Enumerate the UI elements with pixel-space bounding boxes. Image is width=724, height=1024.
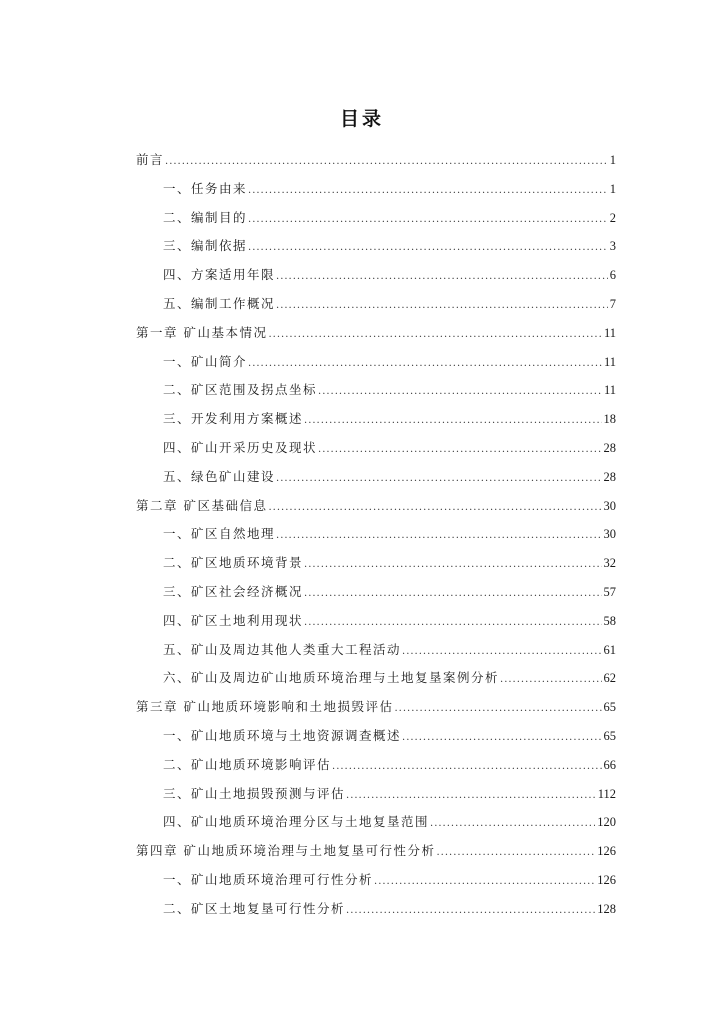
toc-section-entry[interactable] <box>136 549 616 578</box>
toc-page-number: 57 <box>603 584 616 599</box>
toc-dot-leader <box>304 580 601 609</box>
toc-dot-leader <box>500 666 601 695</box>
toc-page-number: 120 <box>597 815 616 830</box>
table-of-contents <box>136 146 616 924</box>
toc-section-entry[interactable] <box>136 520 616 549</box>
toc-chapter-entry[interactable] <box>136 492 616 521</box>
toc-section-entry[interactable] <box>136 434 616 463</box>
toc-entry-label: 二、矿区地质环境背景 <box>163 555 304 571</box>
toc-page-number: 58 <box>603 613 616 628</box>
toc-entry-label: 前言 <box>136 152 165 167</box>
toc-page-number: 30 <box>603 498 616 513</box>
toc-page-number: 112 <box>597 786 616 801</box>
toc-page-number: 65 <box>603 728 616 743</box>
toc-dot-leader <box>402 638 601 667</box>
toc-chapter-entry[interactable] <box>136 693 616 722</box>
toc-page-number: 61 <box>603 642 616 657</box>
toc-entry-label: 三、矿山土地损毁预测与评估 <box>163 785 346 801</box>
toc-page-number: 65 <box>603 700 616 715</box>
toc-page-number: 126 <box>597 872 616 887</box>
toc-section-entry[interactable] <box>136 463 616 492</box>
toc-section-entry[interactable] <box>136 664 616 693</box>
toc-dot-leader <box>394 695 601 724</box>
toc-chapter-entry[interactable] <box>136 319 616 348</box>
toc-section-entry[interactable] <box>136 866 616 895</box>
toc-chapter-entry[interactable] <box>136 837 616 866</box>
toc-page-number: 11 <box>603 325 616 340</box>
toc-section-entry[interactable] <box>136 751 616 780</box>
toc-page-number: 2 <box>609 210 616 225</box>
toc-entry-label: 第二章 矿区基础信息 <box>136 497 268 513</box>
toc-section-entry[interactable] <box>136 232 616 261</box>
toc-page-number: 28 <box>603 440 616 455</box>
toc-dot-leader <box>248 350 602 379</box>
toc-entry-label: 一、矿山地质环境治理可行性分析 <box>163 871 374 887</box>
toc-section-entry[interactable] <box>136 261 616 290</box>
toc-entry-label: 三、矿区社会经济概况 <box>163 583 304 599</box>
toc-dot-leader <box>165 148 608 177</box>
toc-entry-label: 四、矿区土地利用现状 <box>163 612 304 628</box>
toc-section-entry[interactable] <box>136 348 616 377</box>
toc-page-number: 32 <box>603 556 616 571</box>
toc-dot-leader <box>268 321 601 350</box>
toc-entry-label: 一、任务由来 <box>163 180 248 196</box>
toc-dot-leader <box>304 407 601 436</box>
toc-entry-label: 三、开发利用方案概述 <box>163 411 304 427</box>
toc-page-number: 3 <box>609 239 616 254</box>
toc-page-number: 11 <box>603 383 616 398</box>
toc-dot-leader <box>318 378 602 407</box>
toc-section-entry[interactable] <box>136 808 616 837</box>
toc-entry-label: 三、编制依据 <box>163 238 248 254</box>
toc-dot-leader <box>248 206 608 235</box>
toc-dot-leader <box>276 465 601 494</box>
toc-entry-label: 五、绿色矿山建设 <box>163 468 276 484</box>
toc-page-number: 28 <box>603 469 616 484</box>
toc-entry-label: 第四章 矿山地质环境治理与土地复垦可行性分析 <box>136 843 436 859</box>
toc-dot-leader <box>346 897 595 926</box>
toc-dot-leader <box>276 292 608 321</box>
toc-page-number: 11 <box>603 354 616 369</box>
toc-section-entry[interactable] <box>136 578 616 607</box>
toc-dot-leader <box>346 782 596 811</box>
toc-section-entry[interactable] <box>136 780 616 809</box>
toc-section-entry[interactable] <box>136 290 616 319</box>
toc-dot-leader <box>402 724 601 753</box>
toc-dot-leader <box>304 551 601 580</box>
toc-entry-label: 二、矿山地质环境影响评估 <box>163 756 332 772</box>
toc-page-number: 128 <box>597 901 616 916</box>
toc-entry-label: 一、矿山简介 <box>163 353 248 369</box>
toc-section-entry[interactable] <box>136 607 616 636</box>
toc-dot-leader <box>276 263 608 292</box>
toc-entry-label: 第三章 矿山地质环境影响和土地损毁评估 <box>136 699 394 715</box>
toc-section-entry[interactable] <box>136 722 616 751</box>
toc-page-number: 62 <box>603 671 616 686</box>
toc-section-entry[interactable] <box>136 895 616 924</box>
toc-page-number: 30 <box>603 527 616 542</box>
toc-dot-leader <box>248 234 608 263</box>
toc-dot-leader <box>374 868 595 897</box>
toc-entry-label: 二、矿区土地复垦可行性分析 <box>163 900 346 916</box>
toc-entry-label: 第一章 矿山基本情况 <box>136 324 268 340</box>
toc-section-entry[interactable] <box>136 405 616 434</box>
toc-page-number: 7 <box>609 296 616 311</box>
page-title: 目录 <box>339 108 384 130</box>
toc-page-number: 1 <box>609 153 616 167</box>
toc-dot-leader <box>318 436 601 465</box>
toc-entry-label: 四、方案适用年限 <box>163 267 276 283</box>
toc-section-entry[interactable] <box>136 376 616 405</box>
toc-section-entry[interactable] <box>136 175 616 204</box>
toc-dot-leader <box>268 494 601 523</box>
toc-page-number: 18 <box>603 412 616 427</box>
toc-chapter-entry[interactable] <box>136 146 616 175</box>
toc-entry-label: 一、矿区自然地理 <box>163 526 276 542</box>
toc-page-number: 6 <box>609 268 616 283</box>
toc-page-number: 126 <box>597 844 616 859</box>
toc-entry-label: 四、矿山地质环境治理分区与土地复垦范围 <box>163 814 430 830</box>
toc-entry-label: 二、矿区范围及拐点坐标 <box>163 382 318 398</box>
toc-dot-leader <box>304 609 601 638</box>
toc-entry-label: 二、编制目的 <box>163 209 248 225</box>
toc-entry-label: 一、矿山地质环境与土地资源调查概述 <box>163 727 402 743</box>
toc-dot-leader <box>436 839 595 868</box>
toc-section-entry[interactable] <box>136 636 616 665</box>
toc-entry-label: 六、矿山及周边矿山地质环境治理与土地复垦案例分析 <box>163 670 500 686</box>
toc-section-entry[interactable] <box>136 204 616 233</box>
toc-dot-leader <box>332 753 601 782</box>
toc-entry-label: 五、编制工作概况 <box>163 295 276 311</box>
toc-page-number: 1 <box>609 181 616 196</box>
toc-entry-label: 四、矿山开采历史及现状 <box>163 439 318 455</box>
toc-page-number: 66 <box>603 757 616 772</box>
toc-dot-leader <box>248 177 608 206</box>
toc-dot-leader <box>276 522 601 551</box>
toc-entry-label: 五、矿山及周边其他人类重大工程活动 <box>163 641 402 657</box>
toc-dot-leader <box>430 810 595 839</box>
